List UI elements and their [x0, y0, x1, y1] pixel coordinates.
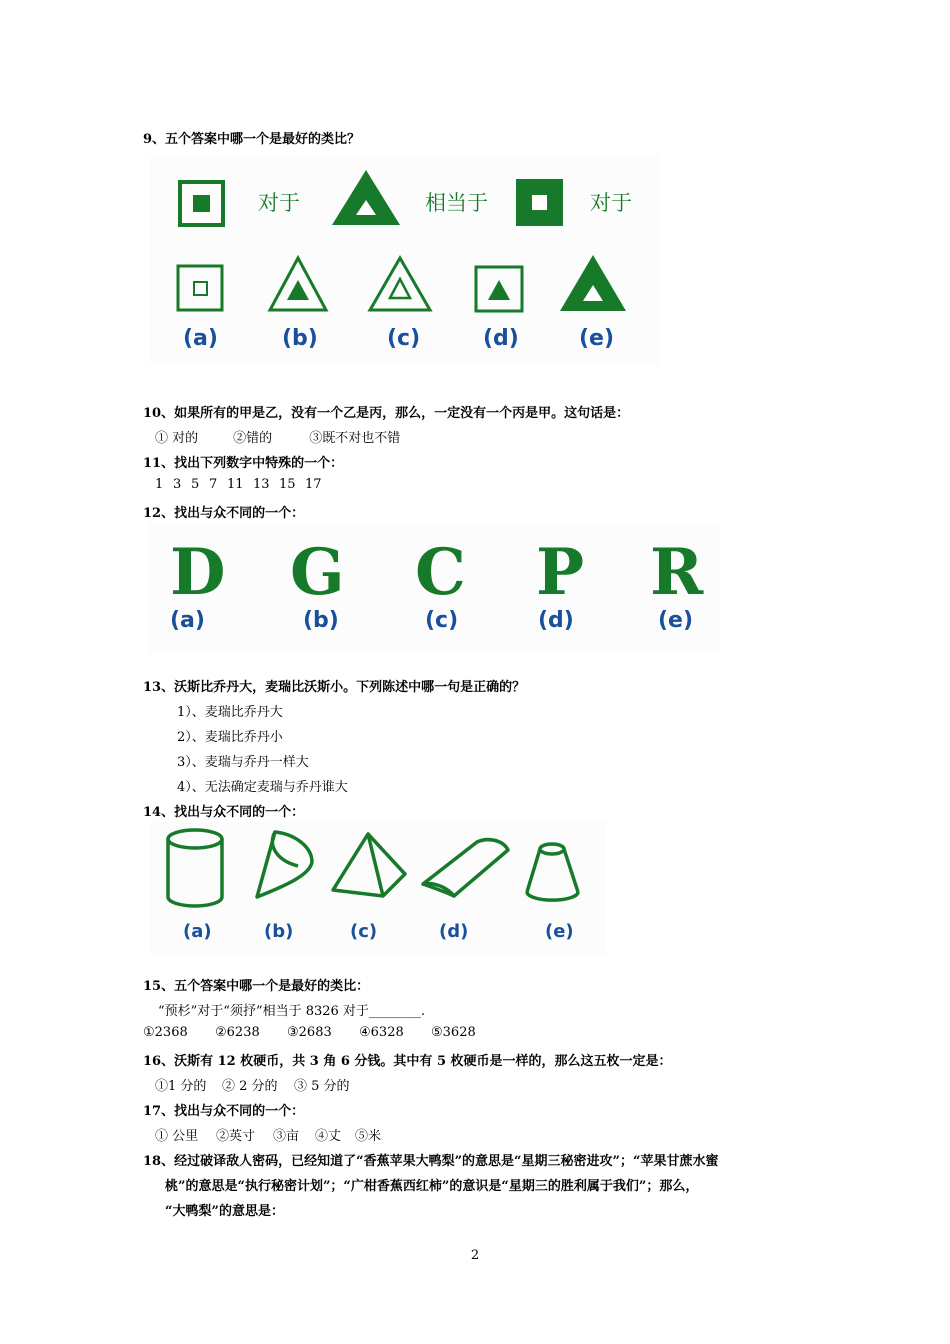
question-18-line-2: 桃”的意思是“执行秘密计划”；“广柑香蕉西红柿”的意识是“星期三的胜利属于我们”；那么， [165, 1179, 699, 1194]
q16-option-3: ③ 5 分的 [294, 1079, 350, 1094]
q12-letter-b: G [290, 535, 345, 610]
q12-label-e: (e) [658, 608, 694, 633]
question-12-title: 12、找出与众不同的一个： [143, 506, 305, 521]
q14-label-c: (c) [350, 921, 378, 942]
q11-number: 5 [191, 477, 200, 492]
question-16-options [155, 1075, 350, 1094]
q14-label-b: (b) [264, 921, 294, 942]
question-18-line-1: 18、经过破译敌人密码，已经知道了“香蕉苹果大鸭梨”的意思是“星期三秘密进攻”；“苹果甘蔗水蜜 [143, 1154, 719, 1169]
q11-number: 13 [253, 477, 270, 492]
q12-letter-a: D [170, 535, 226, 610]
q14-label-d: (d) [439, 921, 469, 942]
q15-option-2: ②6238 [215, 1025, 260, 1040]
question-14-title: 14、找出与众不同的一个： [143, 805, 305, 820]
q9-analogy-figure [150, 155, 660, 365]
q15-option-5: ⑤3628 [431, 1025, 476, 1040]
q12-label-a: (a) [170, 608, 205, 633]
q17-option-5: ⑤米 [355, 1129, 382, 1144]
question-10-title: 10、如果所有的甲是乙，没有一个乙是丙，那么，一定没有一个丙是甲。这句话是： [143, 406, 630, 421]
q9-word-equal: 相当于 [425, 191, 488, 215]
q14-label-a: (a) [183, 921, 212, 942]
q14-label-e: (e) [545, 921, 574, 942]
q17-option-2: ②英寸 [216, 1129, 256, 1144]
q9-label-b: (b) [282, 326, 318, 351]
q10-option-2: ②错的 [233, 431, 273, 446]
q14-solids-figure [150, 822, 606, 954]
q13-option-1: 1）、麦瑞比乔丹大 [177, 705, 283, 720]
q16-option-1: ①1 分的 [155, 1079, 207, 1094]
q9-label-a: (a) [183, 326, 218, 351]
q9-word-to-2: 对于 [590, 191, 632, 215]
q11-number: 3 [173, 477, 182, 492]
question-15-options [143, 1025, 476, 1040]
question-17-options [155, 1125, 381, 1144]
q17-option-1: ① 公里 [155, 1129, 199, 1144]
q12-letter-d: P [536, 535, 585, 610]
q11-number: 17 [305, 477, 322, 492]
q12-letters-figure [148, 522, 720, 652]
q13-option-4: 4）、无法确定麦瑞与乔丹谁大 [177, 780, 348, 795]
question-11-title: 11、找出下列数字中特殊的一个： [143, 456, 344, 471]
page-number: 2 [470, 1248, 480, 1263]
q12-label-b: (b) [303, 608, 339, 633]
question-18-line-3: “大鸭梨”的意思是： [165, 1204, 284, 1219]
q15-option-3: ③2683 [287, 1025, 332, 1040]
q12-label-d: (d) [538, 608, 574, 633]
q13-option-2: 2）、麦瑞比乔丹小 [177, 730, 283, 745]
question-16-title: 16、沃斯有 12 枚硬币，共 3 角 6 分钱。其中有 5 枚硬币是一样的，那么这五枚一定是： [143, 1054, 672, 1069]
question-17-title: 17、找出与众不同的一个： [143, 1104, 305, 1119]
question-15-title: 15、五个答案中哪一个是最好的类比： [143, 979, 370, 994]
q17-option-3: ③亩 [273, 1129, 300, 1144]
q13-option-3: 3）、麦瑞与乔丹一样大 [177, 755, 309, 770]
q17-option-4: ④丈 [315, 1129, 342, 1144]
q12-letter-e: R [650, 535, 704, 610]
q10-option-3: ③既不对也不错 [309, 431, 401, 446]
q15-option-4: ④6328 [359, 1025, 404, 1040]
question-10-options [155, 427, 400, 446]
question-9-title: 9、五个答案中哪一个是最好的类比？ [143, 132, 361, 147]
q12-label-c: (c) [425, 608, 459, 633]
q11-number: 15 [279, 477, 296, 492]
q10-option-1: ① 对的 [155, 431, 199, 446]
q16-option-2: ② 2 分的 [222, 1079, 278, 1094]
question-13-title: 13、沃斯比乔丹大，麦瑞比沃斯小。下列陈述中哪一句是正确的？ [143, 680, 526, 695]
q9-label-c: (c) [387, 326, 421, 351]
q11-number: 7 [209, 477, 218, 492]
q9-word-to: 对于 [258, 191, 300, 215]
q11-number: 11 [227, 477, 244, 492]
q15-option-1: ①2368 [143, 1025, 188, 1040]
q9-label-d: (d) [483, 326, 519, 351]
q9-shape-square-filled [516, 179, 563, 226]
question-11-numbers [155, 477, 322, 492]
q9-label-e: (e) [579, 326, 615, 351]
q15-statement: “预杉”对于“须抒”相当于 8326 对于________. [158, 1004, 426, 1019]
q12-letter-c: C [415, 535, 466, 610]
q11-number: 1 [155, 477, 164, 492]
